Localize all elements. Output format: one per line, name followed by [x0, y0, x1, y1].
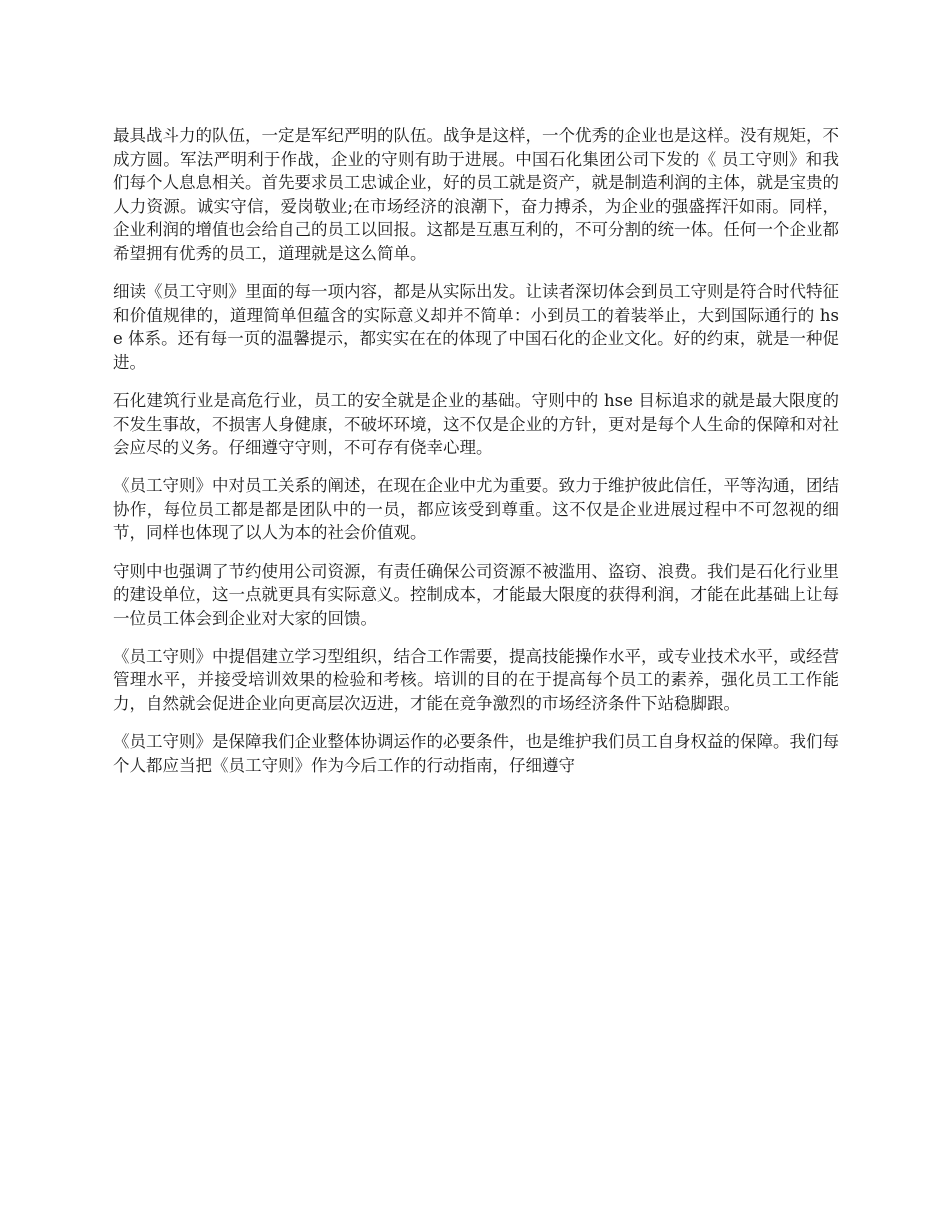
- paragraph-3: 石化建筑行业是高危行业，员工的安全就是企业的基础。守则中的 hse 目标追求的就是最大限度的不发生事故，不损害人身健康，不破坏环境，这不仅是企业的方针，更对是每个人生命的保障和对社会应尽的义务。仔细遵守守则，不可存有侥幸心理。: [113, 390, 839, 458]
- paragraph-6: 《员工守则》中提倡建立学习型组织，结合工作需要，提高技能操作水平，或专业技术水平，或经营管理水平，并接受培训效果的检验和考核。培训的目的在于提高每个员工的素养，强化员工工作能力，自然就会促进企业向更高层次迈进，才能在竞争激烈的市场经济条件下站稳脚跟。: [113, 646, 839, 713]
- paragraph-1: 最具战斗力的队伍，一定是军纪严明的队伍。战争是这样，一个优秀的企业也是这样。没有规矩，不成方圆。军法严明利于作战，企业的守则有助于进展。中国石化集团公司下发的《 员工守则》和我们每个人息息相关。首先要求员工忠诚企业，好的员工就是资产，就是制造利润的主体，就是宝贵的人力资源。诚实守信，爱岗敬业;在市场经济的浪潮下，奋力搏杀，为企业的强盛挥汗如雨。同样，企业利润的增值也会给自己的员工以回报。这都是互惠互利的，不可分割的统一体。任何一个企业都希望拥有优秀的员工，道理就是这么简单。: [113, 126, 839, 263]
- paragraph-2: 细读《员工守则》里面的每一项内容，都是从实际出发。让读者深切体会到员工守则是符合时代特征和价值规律的，道理简单但蕴含的实际意义却并不简单：小到员工的着装举止，大到国际通行的 hse 体系。还有每一页的温馨提示，都实实在在的体现了中国石化的企业文化。好的约束，就是一种促进。: [113, 282, 839, 372]
- document-body: [113, 124, 839, 792]
- paragraph-4: 《员工守则》中对员工关系的阐述，在现在企业中尤为重要。致力于维护彼此信任，平等沟通，团结协作，每位员工都是都是团队中的一员，都应该受到尊重。这不仅是企业进展过程中不可忽视的细节，同样也体现了以人为本的社会价值观。: [113, 476, 839, 543]
- paragraph-7: 《员工守则》是保障我们企业整体协调运作的必要条件，也是维护我们员工自身权益的保障。我们每个人都应当把《员工守则》作为今后工作的行动指南，仔细遵守: [113, 732, 839, 775]
- paragraph-5: 守则中也强调了节约使用公司资源，有责任确保公司资源不被滥用、盗窃、浪费。我们是石化行业里的建设单位，这一点就更具有实际意义。控制成本，才能最大限度的获得利润，才能在此基础上让每一位员工体会到企业对大家的回馈。: [113, 561, 839, 628]
